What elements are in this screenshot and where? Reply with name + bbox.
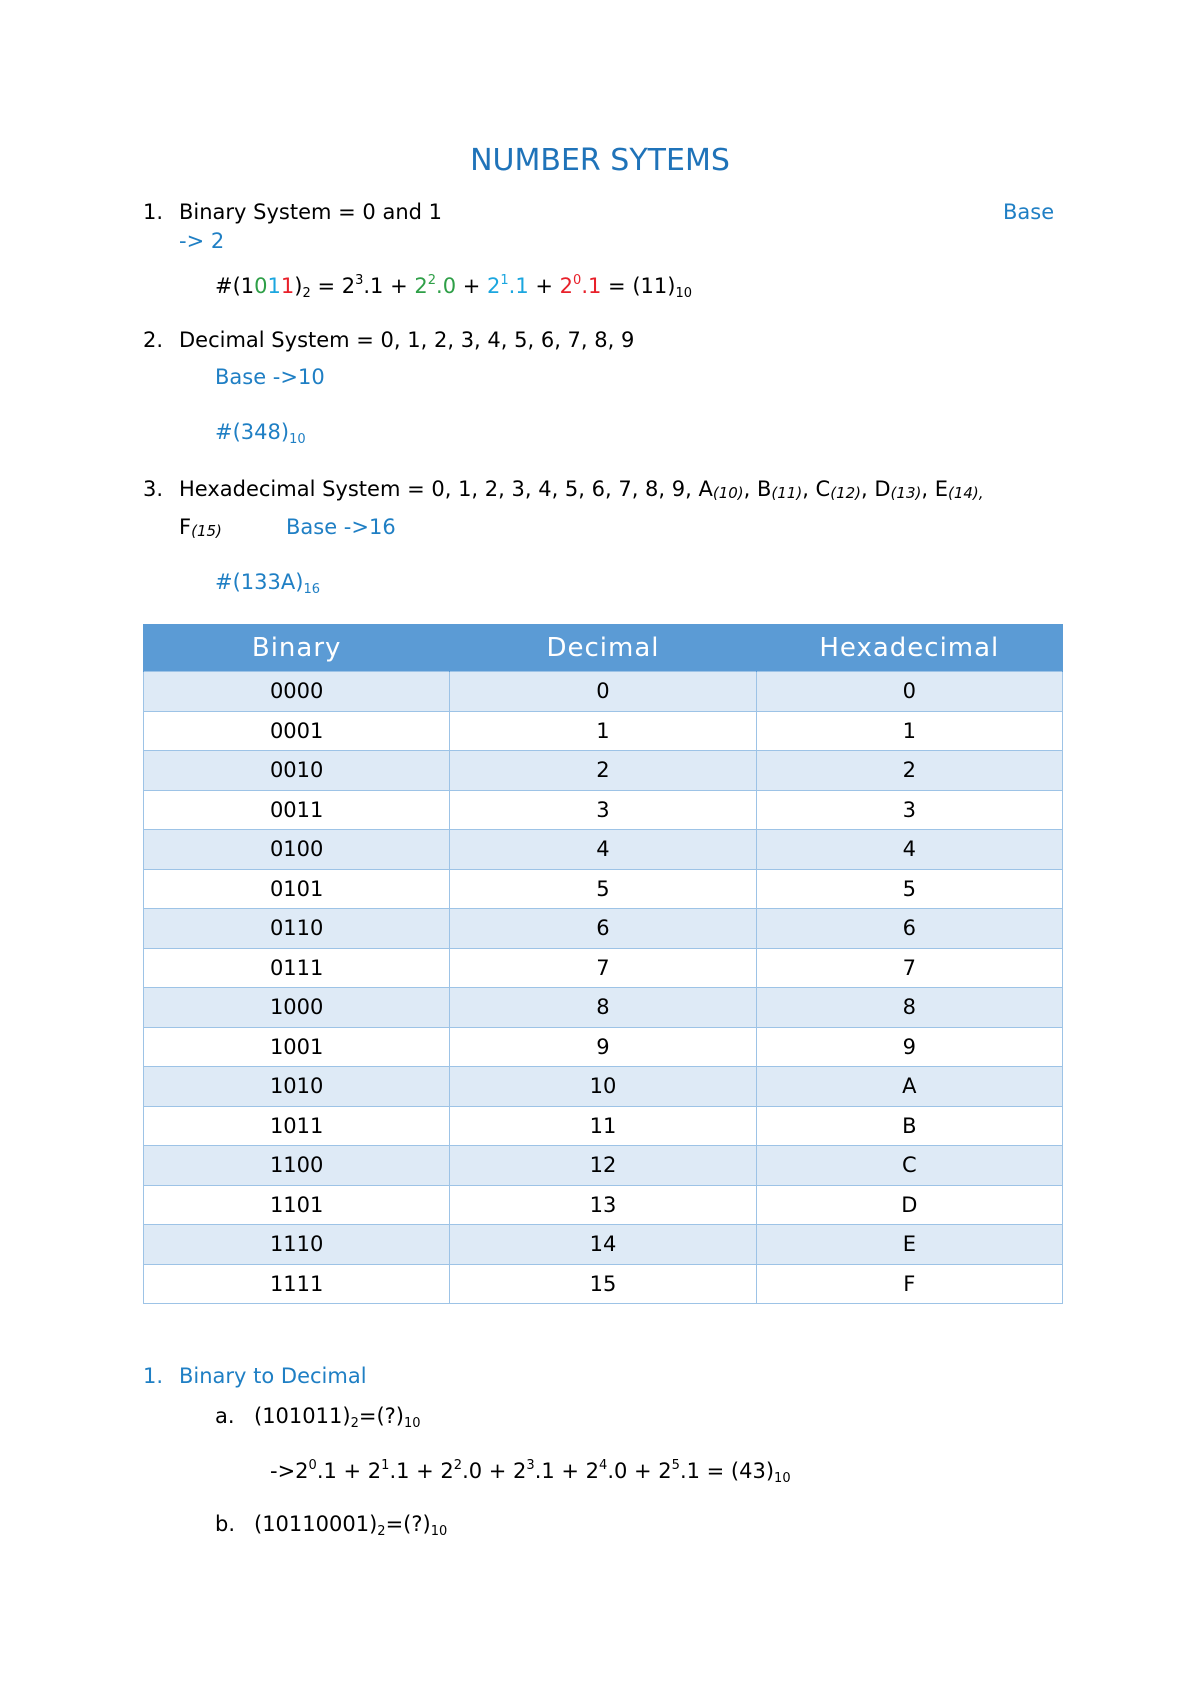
binary-to-decimal-heading: Binary to Decimal: [179, 1364, 367, 1388]
hex-cell: D: [756, 1185, 1062, 1225]
binary-cell: 0101: [144, 869, 450, 909]
list-number: 1.: [143, 1364, 164, 1388]
hex-cell: B: [756, 1106, 1062, 1146]
binary-cell: 0000: [144, 672, 450, 712]
binary-cell: 1010: [144, 1067, 450, 1107]
binary-cell: 0111: [144, 948, 450, 988]
decimal-cell: 15: [450, 1264, 756, 1304]
binary-cell: 1001: [144, 1027, 450, 1067]
table-row: [144, 909, 1063, 949]
hex-cell: E: [756, 1225, 1062, 1265]
hex-cell: 0: [756, 672, 1062, 712]
table-row: [144, 948, 1063, 988]
binary-cell: 0011: [144, 790, 450, 830]
list-letter: b.: [215, 1512, 236, 1536]
hex-f-label: F(15): [179, 515, 222, 540]
binary-cell: 1111: [144, 1264, 450, 1304]
hex-cell: 5: [756, 869, 1062, 909]
decimal-example: $\#(348)_{10}$: [215, 420, 306, 447]
table-row: [144, 830, 1063, 870]
table-row: [144, 1106, 1063, 1146]
binary-cell: 1101: [144, 1185, 450, 1225]
binary-cell: 0010: [144, 751, 450, 791]
binary-system-label: Binary System = 0 and 1: [179, 200, 442, 224]
decimal-cell: 8: [450, 988, 756, 1028]
table-row: [144, 1225, 1063, 1265]
list-number: 3.: [143, 477, 164, 501]
table-row: [144, 869, 1063, 909]
binary-cell: 1110: [144, 1225, 450, 1265]
decimal-cell: 14: [450, 1225, 756, 1265]
decimal-cell: 10: [450, 1067, 756, 1107]
list-number: 1.: [143, 200, 164, 224]
hex-example: $\#(133A)_{16}$: [215, 570, 320, 597]
decimal-cell: 9: [450, 1027, 756, 1067]
table-row: [144, 1185, 1063, 1225]
decimal-cell: 4: [450, 830, 756, 870]
list-number: 2.: [143, 328, 164, 352]
list-letter: a.: [215, 1404, 235, 1428]
hex-cell: C: [756, 1146, 1062, 1186]
conversion-table: [143, 624, 1063, 1304]
binary-example-formula: $\#(1011)_2 = 2^3.1 + 2^2.0 + 2^1.1 + 2^0.1 = (11)_{10}$: [215, 273, 692, 301]
table-row: [144, 1146, 1063, 1186]
decimal-cell: 1: [450, 711, 756, 751]
hex-cell: F: [756, 1264, 1062, 1304]
hex-cell: 2: [756, 751, 1062, 791]
hex-cell: 4: [756, 830, 1062, 870]
binary-cell: 1000: [144, 988, 450, 1028]
table-row: [144, 790, 1063, 830]
decimal-cell: 2: [450, 751, 756, 791]
hex-cell: 7: [756, 948, 1062, 988]
hex-cell: 3: [756, 790, 1062, 830]
header-hexadecimal: Hexadecimal: [756, 624, 1062, 672]
binary-base-word: Base: [1003, 200, 1055, 224]
hex-cell: A: [756, 1067, 1062, 1107]
table-row: [144, 751, 1063, 791]
hex-cell: 1: [756, 711, 1062, 751]
hex-system-label: Hexadecimal System = 0, 1, 2, 3, 4, 5, 6, 7, 8, 9, A(10), B(11), C(12), D(13), E(14),: [179, 477, 984, 502]
table-row: [144, 672, 1063, 712]
hex-cell: 9: [756, 1027, 1062, 1067]
table-row: [144, 1264, 1063, 1304]
binary-cell: 0001: [144, 711, 450, 751]
binary-cell: 0100: [144, 830, 450, 870]
decimal-cell: 0: [450, 672, 756, 712]
decimal-cell: 3: [450, 790, 756, 830]
page-title: NUMBER SYTEMS: [470, 143, 730, 178]
table-row: [144, 711, 1063, 751]
binary-cell: 1011: [144, 1106, 450, 1146]
exercise-a-expression: $(101011)_2=(?)_{10}$: [254, 1404, 421, 1431]
exercise-a-working: $->2^0.1 + 2^1.1 + 2^2.0 + 2^3.1 + 2^4.0 + 2^5.1 = (43)_{10}$: [270, 1458, 791, 1486]
decimal-base: Base ->10: [215, 365, 325, 389]
hex-base: Base ->16: [286, 515, 396, 539]
decimal-cell: 6: [450, 909, 756, 949]
decimal-system-label: Decimal System = 0, 1, 2, 3, 4, 5, 6, 7, 8, 9: [179, 328, 635, 352]
decimal-cell: 5: [450, 869, 756, 909]
table-header-row: [144, 624, 1063, 672]
decimal-cell: 12: [450, 1146, 756, 1186]
table-row: [144, 1067, 1063, 1107]
hex-cell: 8: [756, 988, 1062, 1028]
table-row: [144, 1027, 1063, 1067]
binary-cell: 1100: [144, 1146, 450, 1186]
header-decimal: Decimal: [450, 624, 756, 672]
decimal-cell: 13: [450, 1185, 756, 1225]
decimal-cell: 7: [450, 948, 756, 988]
binary-base-value: -> 2: [179, 229, 225, 253]
decimal-cell: 11: [450, 1106, 756, 1146]
hex-cell: 6: [756, 909, 1062, 949]
exercise-b-expression: $(10110001)_2=(?)_{10}$: [254, 1512, 448, 1539]
binary-cell: 0110: [144, 909, 450, 949]
header-binary: Binary: [144, 624, 450, 672]
table-row: [144, 988, 1063, 1028]
